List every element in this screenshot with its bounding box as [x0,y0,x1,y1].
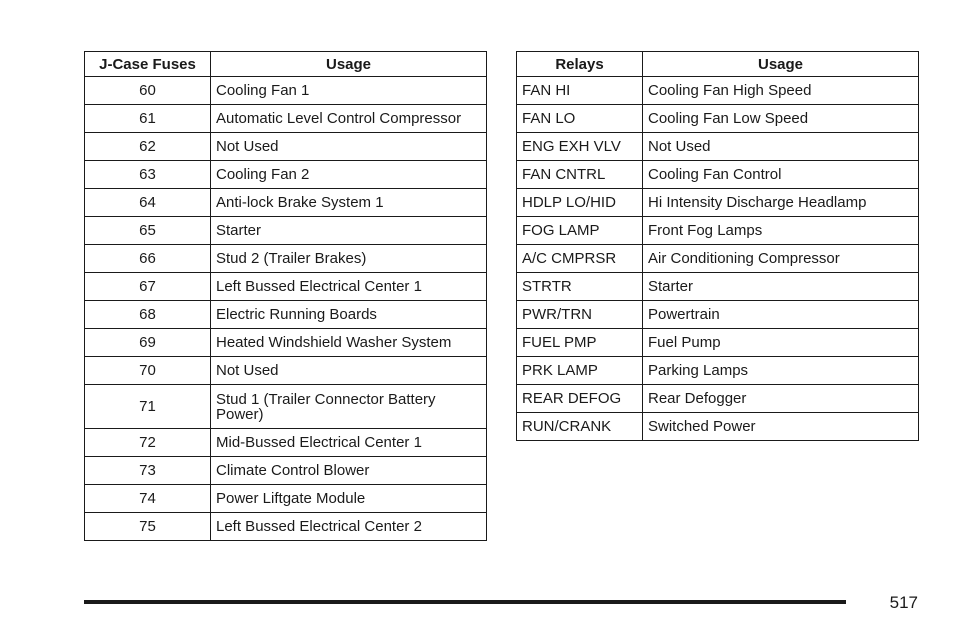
fuse-usage-cell: Anti-lock Brake System 1 [211,189,487,217]
relay-row [517,329,919,357]
relay-name-cell: FAN CNTRL [517,161,643,189]
fuse-usage-cell: Mid-Bussed Electrical Center 1 [211,429,487,457]
relay-table [516,51,919,441]
relay-row [517,77,919,105]
relay-row [517,245,919,273]
relay-name-cell: PWR/TRN [517,301,643,329]
relay-name-cell: ENG EXH VLV [517,133,643,161]
fuse-usage-cell: Stud 2 (Trailer Brakes) [211,245,487,273]
fuse-number-cell: 74 [85,485,211,513]
fuse-row [85,161,487,189]
relay-name-cell: REAR DEFOG [517,385,643,413]
relay-usage-cell: Cooling Fan High Speed [643,77,919,105]
fuse-number-cell: 68 [85,301,211,329]
fuse-usage-cell: Not Used [211,133,487,161]
fuse-row [85,77,487,105]
relay-row [517,161,919,189]
relay-usage-cell: Parking Lamps [643,357,919,385]
fuse-row [85,245,487,273]
fuse-row [85,301,487,329]
fuse-number-cell: 62 [85,133,211,161]
relay-name-cell: FUEL PMP [517,329,643,357]
page-number: 517 [889,593,918,612]
relay-name-cell: FAN HI [517,77,643,105]
fuse-row [85,429,487,457]
fuse-usage-cell: Electric Running Boards [211,301,487,329]
relay-usage-cell: Air Conditioning Compressor [643,245,919,273]
fuse-row [85,513,487,541]
fuse-row [85,485,487,513]
relay-row [517,357,919,385]
fuse-number-cell: 66 [85,245,211,273]
fuse-row [85,329,487,357]
fuse-number-cell: 60 [85,77,211,105]
relay-name-cell: RUN/CRANK [517,413,643,441]
fuse-usage-cell: Climate Control Blower [211,457,487,485]
fuse-row [85,189,487,217]
fuse-number-cell: 63 [85,161,211,189]
relay-usage-column-header: Usage [643,52,919,77]
relay-usage-cell: Rear Defogger [643,385,919,413]
fuse-row [85,457,487,485]
relay-name-cell: FOG LAMP [517,217,643,245]
relay-name-cell: FAN LO [517,105,643,133]
fuse-usage-cell: Power Liftgate Module [211,485,487,513]
fuse-usage-cell: Left Bussed Electrical Center 2 [211,513,487,541]
fuse-number-cell: 70 [85,357,211,385]
fuse-number-cell: 75 [85,513,211,541]
fuse-number-cell: 64 [85,189,211,217]
relay-usage-cell: Powertrain [643,301,919,329]
relay-usage-cell: Hi Intensity Discharge Headlamp [643,189,919,217]
fuse-table-header [85,52,487,77]
relay-name-cell: PRK LAMP [517,357,643,385]
relay-row [517,105,919,133]
fuse-usage-cell: Left Bussed Electrical Center 1 [211,273,487,301]
fuse-number-cell: 61 [85,105,211,133]
relay-row [517,385,919,413]
fuse-usage-cell: Stud 1 (Trailer Connector Battery Power) [211,385,487,429]
relay-row [517,301,919,329]
fuse-usage-cell: Cooling Fan 2 [211,161,487,189]
relay-name-cell: STRTR [517,273,643,301]
fuse-number-cell: 67 [85,273,211,301]
fuse-number-cell: 65 [85,217,211,245]
fuse-usage-cell: Automatic Level Control Compressor [211,105,487,133]
fuse-number-cell: 71 [85,385,211,429]
relay-row [517,273,919,301]
relay-name-cell: HDLP LO/HID [517,189,643,217]
relay-usage-cell: Fuel Pump [643,329,919,357]
fuse-usage-cell: Starter [211,217,487,245]
fuse-usage-cell: Cooling Fan 1 [211,77,487,105]
fuse-number-cell: 72 [85,429,211,457]
fuse-row [85,217,487,245]
fuse-row [85,273,487,301]
relay-usage-cell: Starter [643,273,919,301]
relay-usage-cell: Not Used [643,133,919,161]
relay-row [517,217,919,245]
fuse-row [85,385,487,429]
fuse-row [85,105,487,133]
relay-usage-cell: Cooling Fan Low Speed [643,105,919,133]
relay-row [517,133,919,161]
fuse-number-cell: 73 [85,457,211,485]
footer-rule [84,600,846,604]
relay-usage-cell: Switched Power [643,413,919,441]
relay-usage-cell: Cooling Fan Control [643,161,919,189]
relay-usage-cell: Front Fog Lamps [643,217,919,245]
fuse-usage-column-header: Usage [211,52,487,77]
relay-row [517,413,919,441]
fuse-row [85,133,487,161]
fuse-number-cell: 69 [85,329,211,357]
relay-column-header: Relays [517,52,643,77]
fuse-usage-cell: Heated Windshield Washer System [211,329,487,357]
relay-table-header [517,52,919,77]
fuse-row [85,357,487,385]
relay-name-cell: A/C CMPRSR [517,245,643,273]
fuse-table [84,51,487,541]
fuse-usage-cell: Not Used [211,357,487,385]
relay-row [517,189,919,217]
fuse-column-header: J-Case Fuses [85,52,211,77]
